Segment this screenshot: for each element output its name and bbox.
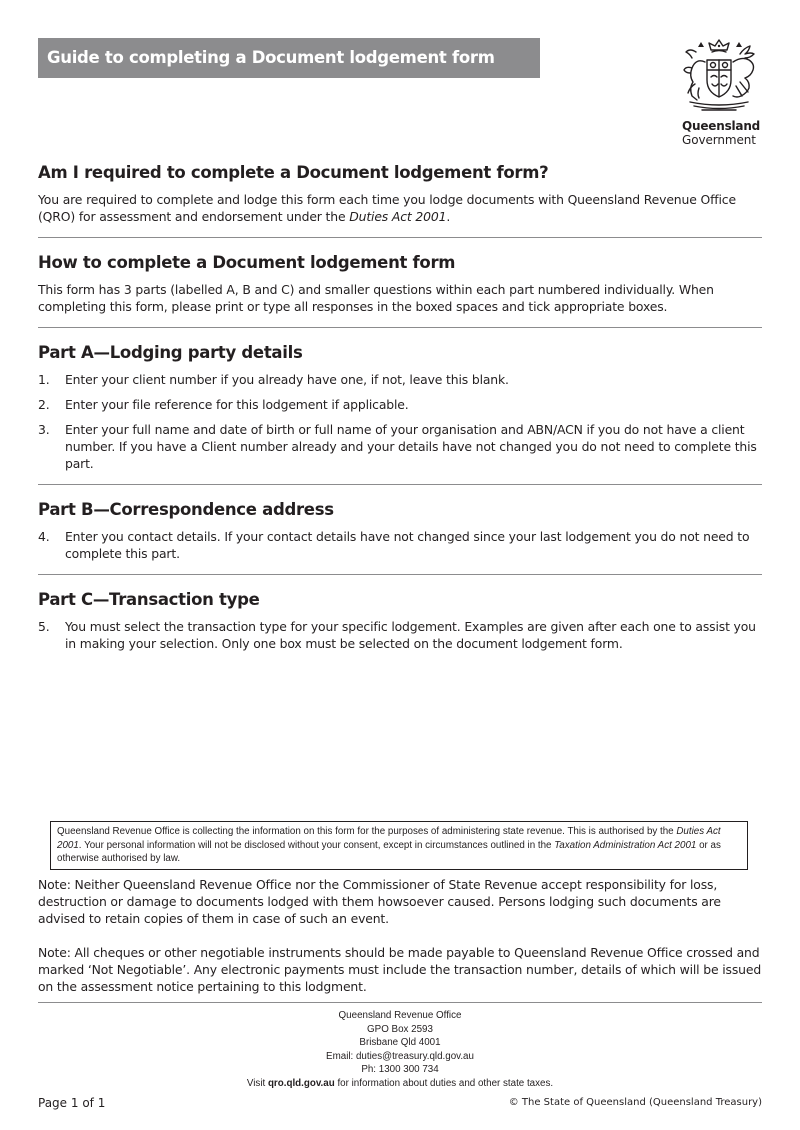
page-title: Guide to completing a Document lodgement form	[47, 48, 495, 67]
main-content	[38, 162, 762, 678]
section-how-to	[38, 252, 762, 328]
address-line: GPO Box 2593	[367, 1023, 433, 1035]
list-item	[38, 396, 762, 413]
item-number: 2.	[38, 397, 50, 412]
item-text: Enter your file reference for this lodgement if applicable.	[65, 397, 409, 412]
logo-subtitle: Government	[682, 133, 756, 147]
phone-line: Ph: 1300 300 734	[361, 1064, 439, 1076]
address-line: Queensland Revenue Office	[338, 1010, 462, 1021]
act-name: Duties Act 2001	[349, 209, 447, 224]
section-text: This form has 3 parts (labelled A, B and C) and smaller questions within each part numbered individually. When completing this form, please print or type all responses in the boxed spaces and tick appropriate boxes.	[38, 282, 714, 314]
section-required	[38, 162, 762, 238]
note-responsibility: Note: Neither Queensland Revenue Office nor the Commissioner of State Revenue accept responsibility for loss, destruction or damage to documents lodged with them howsoever caused. Persons lodging such documents are advised to retain copies of them in case of such an event.	[38, 877, 721, 926]
item-text: Enter your full name and date of birth or full name of your organisation and ABN/ACN if you do not have a client number. If you have a Client number already and your details have not changed you do not need to complete this part.	[65, 422, 757, 471]
section-part-b	[38, 499, 762, 575]
note-payments: Note: All cheques or other negotiable instruments should be made payable to Queensland Revenue Office crossed and marked ‘Not Negotiable’. Any electronic payments must include the transaction number, details of which will be issued on the assessment notice pertaining to this lodgment.	[38, 945, 762, 994]
section-text: You are required to complete and lodge this form each time you lodge documents with Queensland Revenue Office (QRO) for assessment and endorsement under the Duties Act 2001.	[38, 192, 736, 224]
item-number: 4.	[38, 529, 50, 544]
item-number: 3.	[38, 422, 50, 437]
visit-line: Visit qro.qld.gov.au for information about duties and other state taxes.	[246, 1077, 554, 1089]
page-number: Page 1 of 1	[38, 1096, 106, 1110]
list-item	[38, 421, 762, 472]
list-item	[38, 618, 762, 652]
website-link[interactable]: qro.qld.gov.au	[267, 1077, 335, 1089]
contact-address	[200, 1009, 600, 1091]
item-text: Enter you contact details. If your contact details have not changed since your last lodgement you do not need to complete this part.	[65, 529, 750, 561]
privacy-notice: Queensland Revenue Office is collecting the information on this form for the purposes of administering state revenue. This is authorised by the Duties Act 2001. Your personal information will not be disclosed without your consent, except in circumstances outlined in the Taxation Administration Act 2001 or as otherwise authorised by law.	[50, 821, 748, 870]
footer-divider	[38, 1002, 762, 1003]
address-line: Brisbane Qld 4001	[359, 1037, 441, 1049]
logo-name: Queensland	[682, 119, 761, 133]
section-heading: Part A—Lodging party details	[38, 343, 303, 362]
list-item	[38, 528, 762, 562]
section-part-c	[38, 589, 762, 664]
section-part-a	[38, 342, 762, 485]
section-heading: Part C—Transaction type	[38, 590, 260, 609]
section-heading: Am I required to complete a Document lodgement form?	[38, 163, 549, 182]
item-text: You must select the transaction type for your specific lodgement. Examples are given after each one to assist you in making your selection. Only one box must be selected on the document lodgement form.	[65, 619, 756, 651]
section-heading: Part B—Correspondence address	[38, 500, 334, 519]
notes	[38, 876, 762, 1012]
coat-of-arms-icon	[676, 36, 762, 116]
queensland-government-logo	[674, 36, 766, 148]
item-text: Enter your client number if you already have one, if not, leave this blank.	[65, 372, 509, 387]
list-item	[38, 371, 762, 388]
title-banner	[38, 38, 540, 78]
email-line: Email: duties@treasury.qld.gov.au	[326, 1050, 474, 1062]
item-number: 1.	[38, 372, 50, 387]
copyright: © The State of Queensland (Queensland Treasury)	[508, 1097, 762, 1108]
item-number: 5.	[38, 619, 50, 634]
section-heading: How to complete a Document lodgement form	[38, 253, 456, 272]
